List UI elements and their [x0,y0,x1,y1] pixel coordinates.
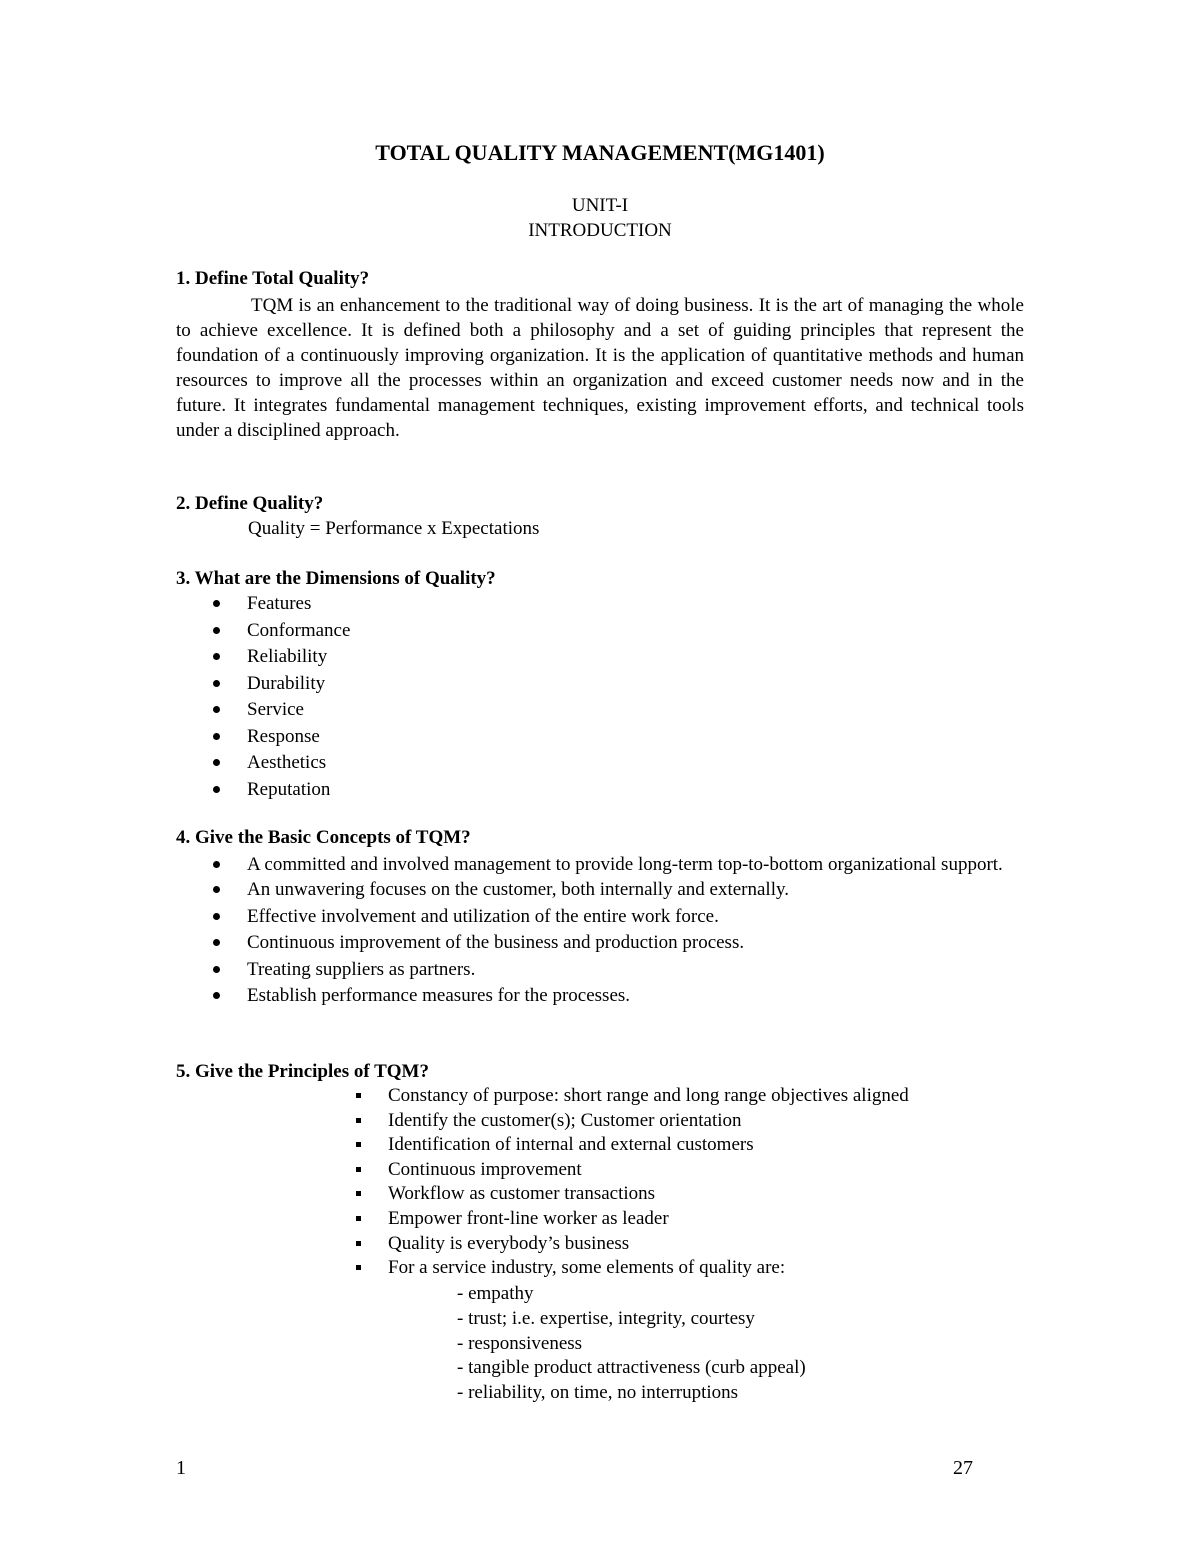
list-item: Identify the customer(s); Customer orientation [352,1109,909,1134]
square-bullet-icon [356,1142,361,1147]
square-bullet-icon [356,1265,361,1270]
list-item: Treating suppliers as partners. [210,957,1024,984]
bullet-icon [213,966,220,973]
quality-formula: Quality = Performance x Expectations [248,518,540,539]
page-number-right: 27 [953,1457,973,1479]
bullet-icon [213,992,220,999]
list-item: Effective involvement and utilization of the entire work force. [210,904,1024,931]
bullet-icon [213,861,220,868]
list-item: Aesthetics [210,750,1024,777]
question-3-heading: 3. What are the Dimensions of Quality? [176,568,496,589]
page-number-left: 1 [176,1457,186,1479]
bullet-icon [213,653,220,660]
list-item: Identification of internal and external customers [352,1133,909,1158]
list-item: A committed and involved management to provide long-term top-to-bottom organizational support. [210,852,1024,877]
square-bullet-icon [356,1191,361,1196]
service-quality-elements [457,1282,806,1406]
bullet-icon [213,913,220,920]
square-bullet-icon [356,1093,361,1098]
sub-list-item: - tangible product attractiveness (curb appeal) [457,1357,806,1379]
list-item: For a service industry, some elements of quality are: [352,1256,909,1281]
list-item: Continuous improvement of the business and production process. [210,930,1024,957]
list-item: Quality is everybody’s business [352,1232,909,1257]
square-bullet-icon [356,1118,361,1123]
question-4-heading: 4. Give the Basic Concepts of TQM? [176,827,471,848]
bullet-icon [213,600,220,607]
list-item: Service [210,697,1024,724]
bullet-icon [213,786,220,793]
document-title: TOTAL QUALITY MANAGEMENT(MG1401) [375,140,825,165]
question-5-heading: 5. Give the Principles of TQM? [176,1061,429,1082]
list-item: Continuous improvement [352,1158,909,1183]
list-item: Establish performance measures for the processes. [210,983,1024,1010]
bullet-icon [213,627,220,634]
question-2-heading: 2. Define Quality? [176,493,324,514]
square-bullet-icon [356,1167,361,1172]
square-bullet-icon [356,1241,361,1246]
question-1-answer: TQM is an enhancement to the traditional way of doing business. It is the art of managing the whole to achieve excellence. It is defined both a philosophy and a set of guiding principles that represent the foundation of a continuously improving organization. It is the application of quantitative methods and human resources to improve all the processes within an organization and exceed customer needs now and in the future. It integrates fundamental management techniques, existing improvement efforts, and technical tools under a disciplined approach. [176,295,1024,441]
list-item: Workflow as customer transactions [352,1182,909,1207]
square-bullet-icon [356,1216,361,1221]
list-item: Features [210,591,1024,618]
section-title: INTRODUCTION [528,220,672,241]
list-item: An unwavering focuses on the customer, both internally and externally. [210,877,1024,904]
principles-list [352,1084,909,1281]
unit-label: UNIT-I [571,195,629,216]
bullet-icon [213,733,220,740]
bullet-icon [213,759,220,766]
list-item: Empower front-line worker as leader [352,1207,909,1232]
list-item: Response [210,724,1024,751]
bullet-icon [213,939,220,946]
sub-list-item: - reliability, on time, no interruptions [457,1382,739,1404]
list-item: Reputation [210,777,1024,804]
question-1-heading: 1. Define Total Quality? [176,268,370,289]
sub-list-item: - trust; i.e. expertise, integrity, courtesy [457,1307,755,1329]
sub-list-item: - responsiveness [457,1332,583,1354]
bullet-icon [213,706,220,713]
dimensions-list [210,591,1024,803]
list-item: Constancy of purpose: short range and long range objectives aligned [352,1084,909,1109]
concepts-list [210,852,1024,1010]
list-item: Durability [210,671,1024,698]
bullet-icon [213,680,220,687]
sub-list-item: - empathy [457,1283,534,1304]
list-item: Reliability [210,644,1024,671]
bullet-icon [213,886,220,893]
list-item: Conformance [210,618,1024,645]
